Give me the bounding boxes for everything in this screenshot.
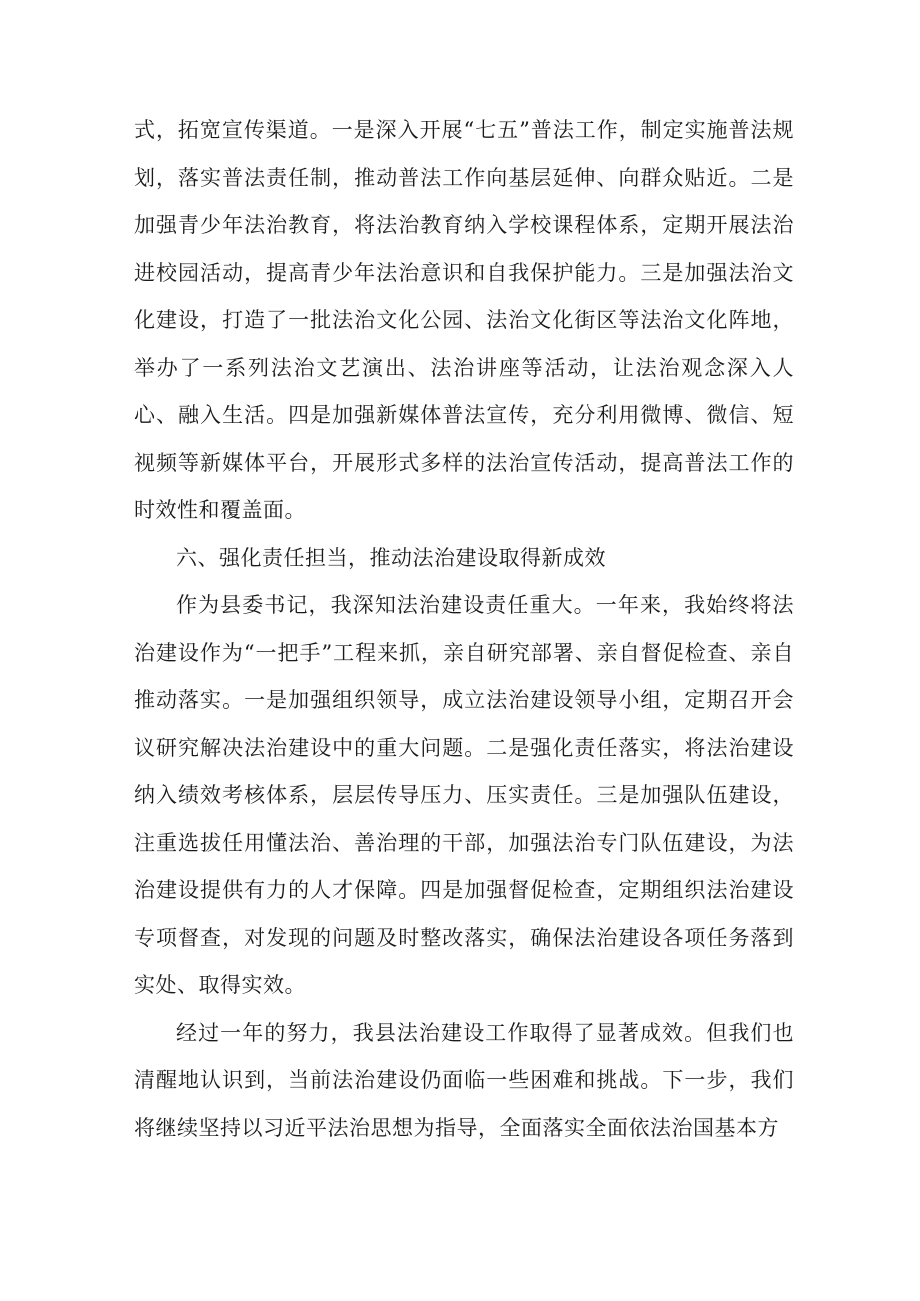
section-heading: 六、强化责任担当，推动法治建设取得新成效 <box>176 545 606 570</box>
paragraph-responsibility: 作为县委书记，我深知法治建设责任重大。一年来，我始终将法治建设作为“一把手”工程来抓，亲自研究部署、亲自督促检查、亲自推动落实。一是加强组织领导，成立法治建设领导小组，定期召开会议研究解决法治建设中的重大问题。二是强化责任落实，将法治建设纳入绩效考核体系，层层传导压力、压实责任。三是加强队伍建设，注重选拔任用懂法治、善治理的干部，加强法治专门队伍建设，为法治建设提供有力的人才保障。四是加强督促检查，定期组织法治建设专项督查，对发现的问题及时整改落实，确保法治建设各项任务落到实处、取得实效。 <box>134 593 794 997</box>
document-body <box>134 107 794 1152</box>
paragraph-continuation: 式，拓宽宣传渠道。一是深入开展“七五”普法工作，制定实施普法规划，落实普法责任制，推动普法工作向基层延伸、向群众贴近。二是加强青少年法治教育，将法治教育纳入学校课程体系，定期开展法治进校园活动，提高青少年法治意识和自我保护能力。三是加强法治文化建设，打造了一批法治文化公园、法治文化街区等法治文化阵地，举办了一系列法治文艺演出、法治讲座等活动，让法治观念深入人心、融入生活。四是加强新媒体普法宣传，充分利用微博、微信、短视频等新媒体平台，开展形式多样的法治宣传活动，提高普法工作的时效性和覆盖面。 <box>134 118 794 522</box>
paragraph-conclusion: 经过一年的努力，我县法治建设工作取得了显著成效。但我们也清醒地认识到，当前法治建设仍面临一些困难和挑战。下一步，我们将继续坚持以习近平法治思想为指导，全面落实全面依法治国基本方 <box>134 1020 794 1140</box>
